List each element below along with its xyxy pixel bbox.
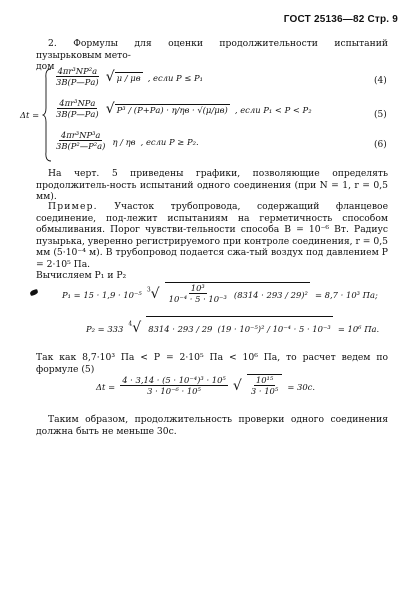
equation-p1: P₁ = 15 · 1,9 · 10⁻⁵ $^3$√ $\frac{\text{10³}}{\text{10⁻⁴ · 5 · 10⁻³}}$ (8314 · 293 / 29)² = 8,7 · 10³ Па; xyxy=(62,283,378,304)
curly-brace-icon xyxy=(42,68,52,162)
formula-lhs: Δt = xyxy=(20,110,40,120)
formula-row-5: $\frac{\text{4πr³NPа}}{3B(P—Pа)}$ √ P³ / (P+Pа) · η/ηв · √(μ/μв) , если P₁ < P < P₂ xyxy=(56,98,312,119)
page-header: ГОСТ 25136—82 Стр. 9 xyxy=(283,14,398,25)
paragraph-chart-reference: На черт. 5 приведены графики, позволяющие определять продолжитель-ность испытаний одного соединения (при N = 1, r = 0,5 мм). xyxy=(36,168,388,203)
section-2-heading: 2. Формулы для оценки продолжительности испытаний пузырьковым мето- дом xyxy=(36,38,388,73)
equation-dt: Δt = $\frac{\text{4 · 3,14 · (5 · 10⁻⁴)³ · 10⁵}}{\text{3 · 10⁻⁶ · 10⁵}}$ √ $\frac{\text{10¹⁵}}{\text{3 · 10⁵}}$ = 30с. xyxy=(96,375,316,396)
paragraph-example: Пример. Участок трубопровода, содержащий фланцевое соединение, под-лежит испытаниям на герметичность способом обмыливания. Порог чувстви-тельности способа B = 10⁻⁶ Вт. Радиус пузырька, уверенно регистрируемого при контроле соединения, r = 0,5 мм (5·10⁻⁴ м). В трубопровод подается сжа-тый воздух под давлением P = 2·10⁵ Па. xyxy=(36,201,389,270)
equation-number-4: (4) xyxy=(374,76,387,86)
formula-system xyxy=(18,66,398,162)
equation-number-6: (6) xyxy=(374,140,387,150)
equation-p2: P₂ = 333 $^4$√ 8314 · 293 / 29 (19 · 10⁻⁵)² / 10⁻⁴ · 5 · 10⁻³ = 10⁶ Па. xyxy=(86,316,379,336)
paragraph-conclusion: Таким образом, продолжительность проверки одного соединения должна быть не меньше 30с. xyxy=(36,414,388,437)
calc-intro: Вычисляем P₁ и P₂ xyxy=(36,270,127,281)
equation-number-5: (5) xyxy=(374,110,387,120)
formula-row-6: $\frac{\text{4πr³NP³а}}{\text{3B(P²—P²а)}}$ η / ηв , если P ≥ P₂. xyxy=(56,130,199,151)
formula-row-4: $\frac{\text{4πr³NP²а}}{3B(P—Pа)}$ √ μ / μв , если P ≤ P₁ xyxy=(56,66,204,87)
since-line: Так как 8,7·10³ Па < P = 2·10⁵ Па < 10⁶ Па, то расчет ведем по формуле (5) xyxy=(36,352,388,375)
margin-mark xyxy=(29,289,38,296)
